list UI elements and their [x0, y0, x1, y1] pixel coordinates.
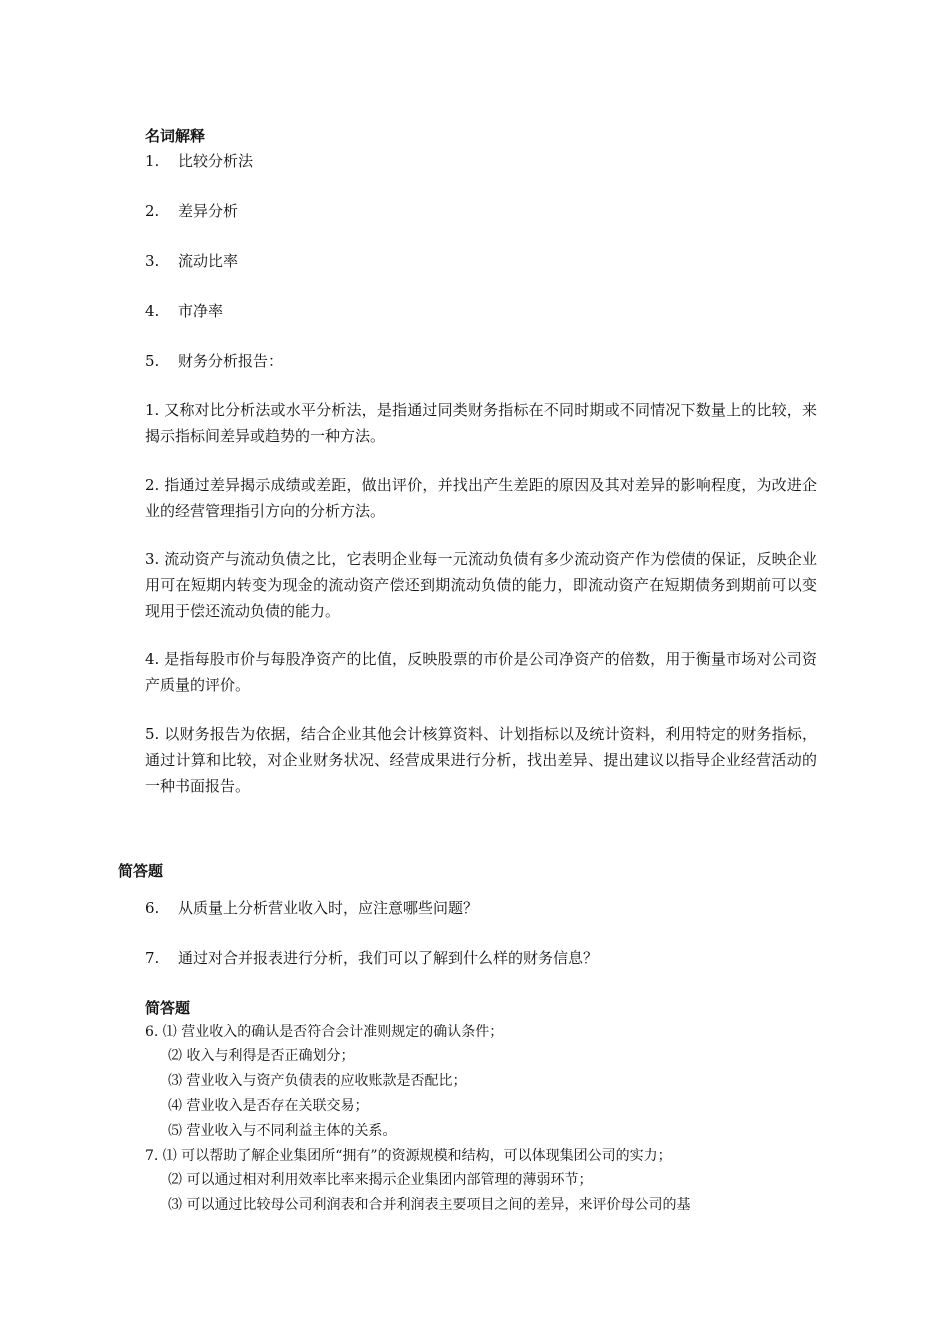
answer-6-line-3: ⑶ 营业收入与资产负债表的应收账款是否配比；: [168, 1073, 467, 1089]
term-item-4: [145, 301, 223, 321]
term-item-2: [145, 201, 238, 221]
section-title-terms: 名词解释: [145, 127, 206, 145]
question-item-7: [145, 948, 598, 968]
term-item-3: [145, 251, 238, 271]
term-answer-4: 4. 是指每股市价与每股净资产的比值，反映股票的市价是公司净资产的倍数，用于衡量市场对公司资产质量的评价。: [145, 650, 817, 694]
term-item-5: [145, 351, 283, 371]
term-answer-5: 5. 以财务报告为依据，结合企业其他会计核算资料、计划指标以及统计资料，利用特定的财务指标，通过计算和比较，对企业财务状况、经营成果进行分析，找出差异、提出建议以指导企业经营活动的一种书面报告。: [145, 725, 817, 795]
question-text: 通过对合并报表进行分析，我们可以了解到什么样的财务信息？: [178, 949, 599, 967]
section-title-short-answer: 简答题: [118, 862, 164, 880]
answer-6-line-5: ⑸ 营业收入与不同利益主体的关系。: [168, 1123, 397, 1139]
term-text: 市净率: [178, 302, 224, 320]
section-title-short-answer-answers: 简答题: [145, 999, 191, 1017]
term-answer-1: 1. 又称对比分析法或水平分析法，是指通过同类财务指标在不同时期或不同情况下数量上的比较，来揭示指标间差异或趋势的一种方法。: [145, 401, 817, 445]
answer-6-line-4: ⑷ 营业收入是否存在关联交易；: [168, 1098, 369, 1114]
term-item-1: [145, 151, 253, 171]
term-number: 1.: [145, 152, 160, 170]
term-text: 流动比率: [178, 252, 239, 270]
answer-7-line-3: ⑶ 可以通过比较母公司利润表和合并利润表主要项目之间的差异，来评价母公司的基: [168, 1197, 691, 1213]
term-answer-3: 3. 流动资产与流动负债之比，它表明企业每一元流动负债有多少流动资产作为偿债的保证，反映企业用可在短期内转变为现金的流动资产偿还到期流动负债的能力，即流动资产在短期债务到期前可以变现用于偿还流动负债的能力。: [145, 550, 817, 620]
question-item-6: [145, 898, 478, 918]
answer-6-line-1: 6. ⑴ 营业收入的确认是否符合会计准则规定的确认条件；: [145, 1024, 504, 1040]
question-number: 6.: [145, 899, 160, 917]
term-number: 2.: [145, 202, 160, 220]
term-number: 3.: [145, 252, 160, 270]
answer-7-line-2: ⑵ 可以通过相对利用效率比率来揭示企业集团内部管理的薄弱环节；: [168, 1172, 593, 1188]
answer-7-line-1: 7. ⑴ 可以帮助了解企业集团所“拥有”的资源规模和结构，可以体现集团公司的实力；: [145, 1148, 672, 1164]
term-number: 4.: [145, 302, 160, 320]
answer-6-line-2: ⑵ 收入与利得是否正确划分；: [168, 1048, 355, 1064]
term-text: 比较分析法: [178, 152, 254, 170]
term-answer-2: 2. 指通过差异揭示成绩或差距，做出评价，并找出产生差距的原因及其对差异的影响程度，为改进企业的经营管理指引方向的分析方法。: [145, 476, 817, 520]
term-number: 5.: [145, 352, 160, 370]
term-text: 差异分析: [178, 202, 239, 220]
term-text: 财务分析报告：: [178, 352, 284, 370]
question-text: 从质量上分析营业收入时，应注意哪些问题？: [178, 899, 479, 917]
question-number: 7.: [145, 949, 160, 967]
